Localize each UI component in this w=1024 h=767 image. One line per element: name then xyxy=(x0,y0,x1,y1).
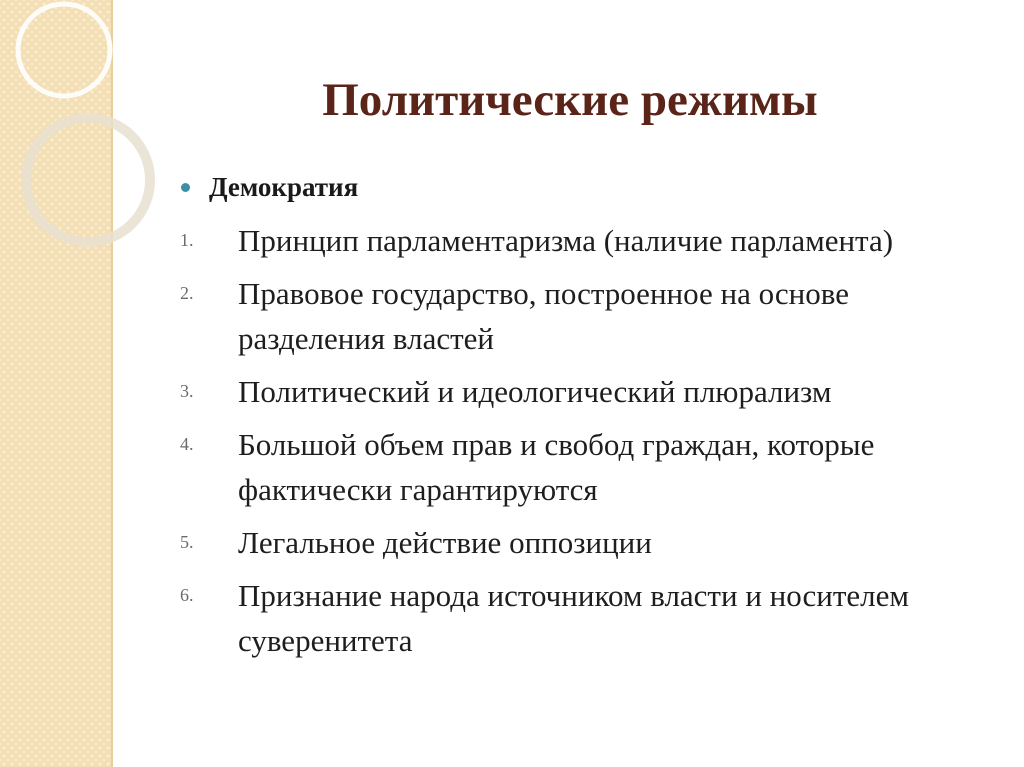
list-item-text: Принцип парламентаризма (наличие парламента) xyxy=(238,223,894,258)
list-item xyxy=(180,573,990,663)
list-item-number: 2. xyxy=(180,283,194,303)
bullet-dot-icon xyxy=(181,183,190,192)
decorative-rings xyxy=(0,0,160,260)
heading-bullet xyxy=(181,169,358,205)
numbered-list xyxy=(180,218,990,671)
list-item-text: Большой объем прав и свобод граждан, которые фактически гарантируются xyxy=(238,427,875,507)
slide-title: Политические режимы xyxy=(322,74,818,126)
list-item xyxy=(180,218,990,263)
list-item-number: 3. xyxy=(180,381,194,401)
list-item xyxy=(180,422,990,512)
list-item-text: Правовое государство, построенное на основе разделения властей xyxy=(238,276,849,356)
list-item-text: Политический и идеологический плюрализм xyxy=(238,374,832,409)
list-item-text: Легальное действие оппозиции xyxy=(238,525,652,560)
list-item-number: 4. xyxy=(180,434,194,454)
ring-bottom xyxy=(26,118,150,242)
list-item-number: 1. xyxy=(180,230,194,250)
list-item xyxy=(180,520,990,565)
list-item xyxy=(180,271,990,361)
list-item-text: Признание народа источником власти и носителем суверенитета xyxy=(238,578,910,658)
list-item-number: 6. xyxy=(180,585,194,605)
list-item xyxy=(180,369,990,414)
heading-bullet-text: Демократия xyxy=(209,172,359,202)
ring-top xyxy=(18,4,110,96)
list-item-number: 5. xyxy=(180,532,194,552)
